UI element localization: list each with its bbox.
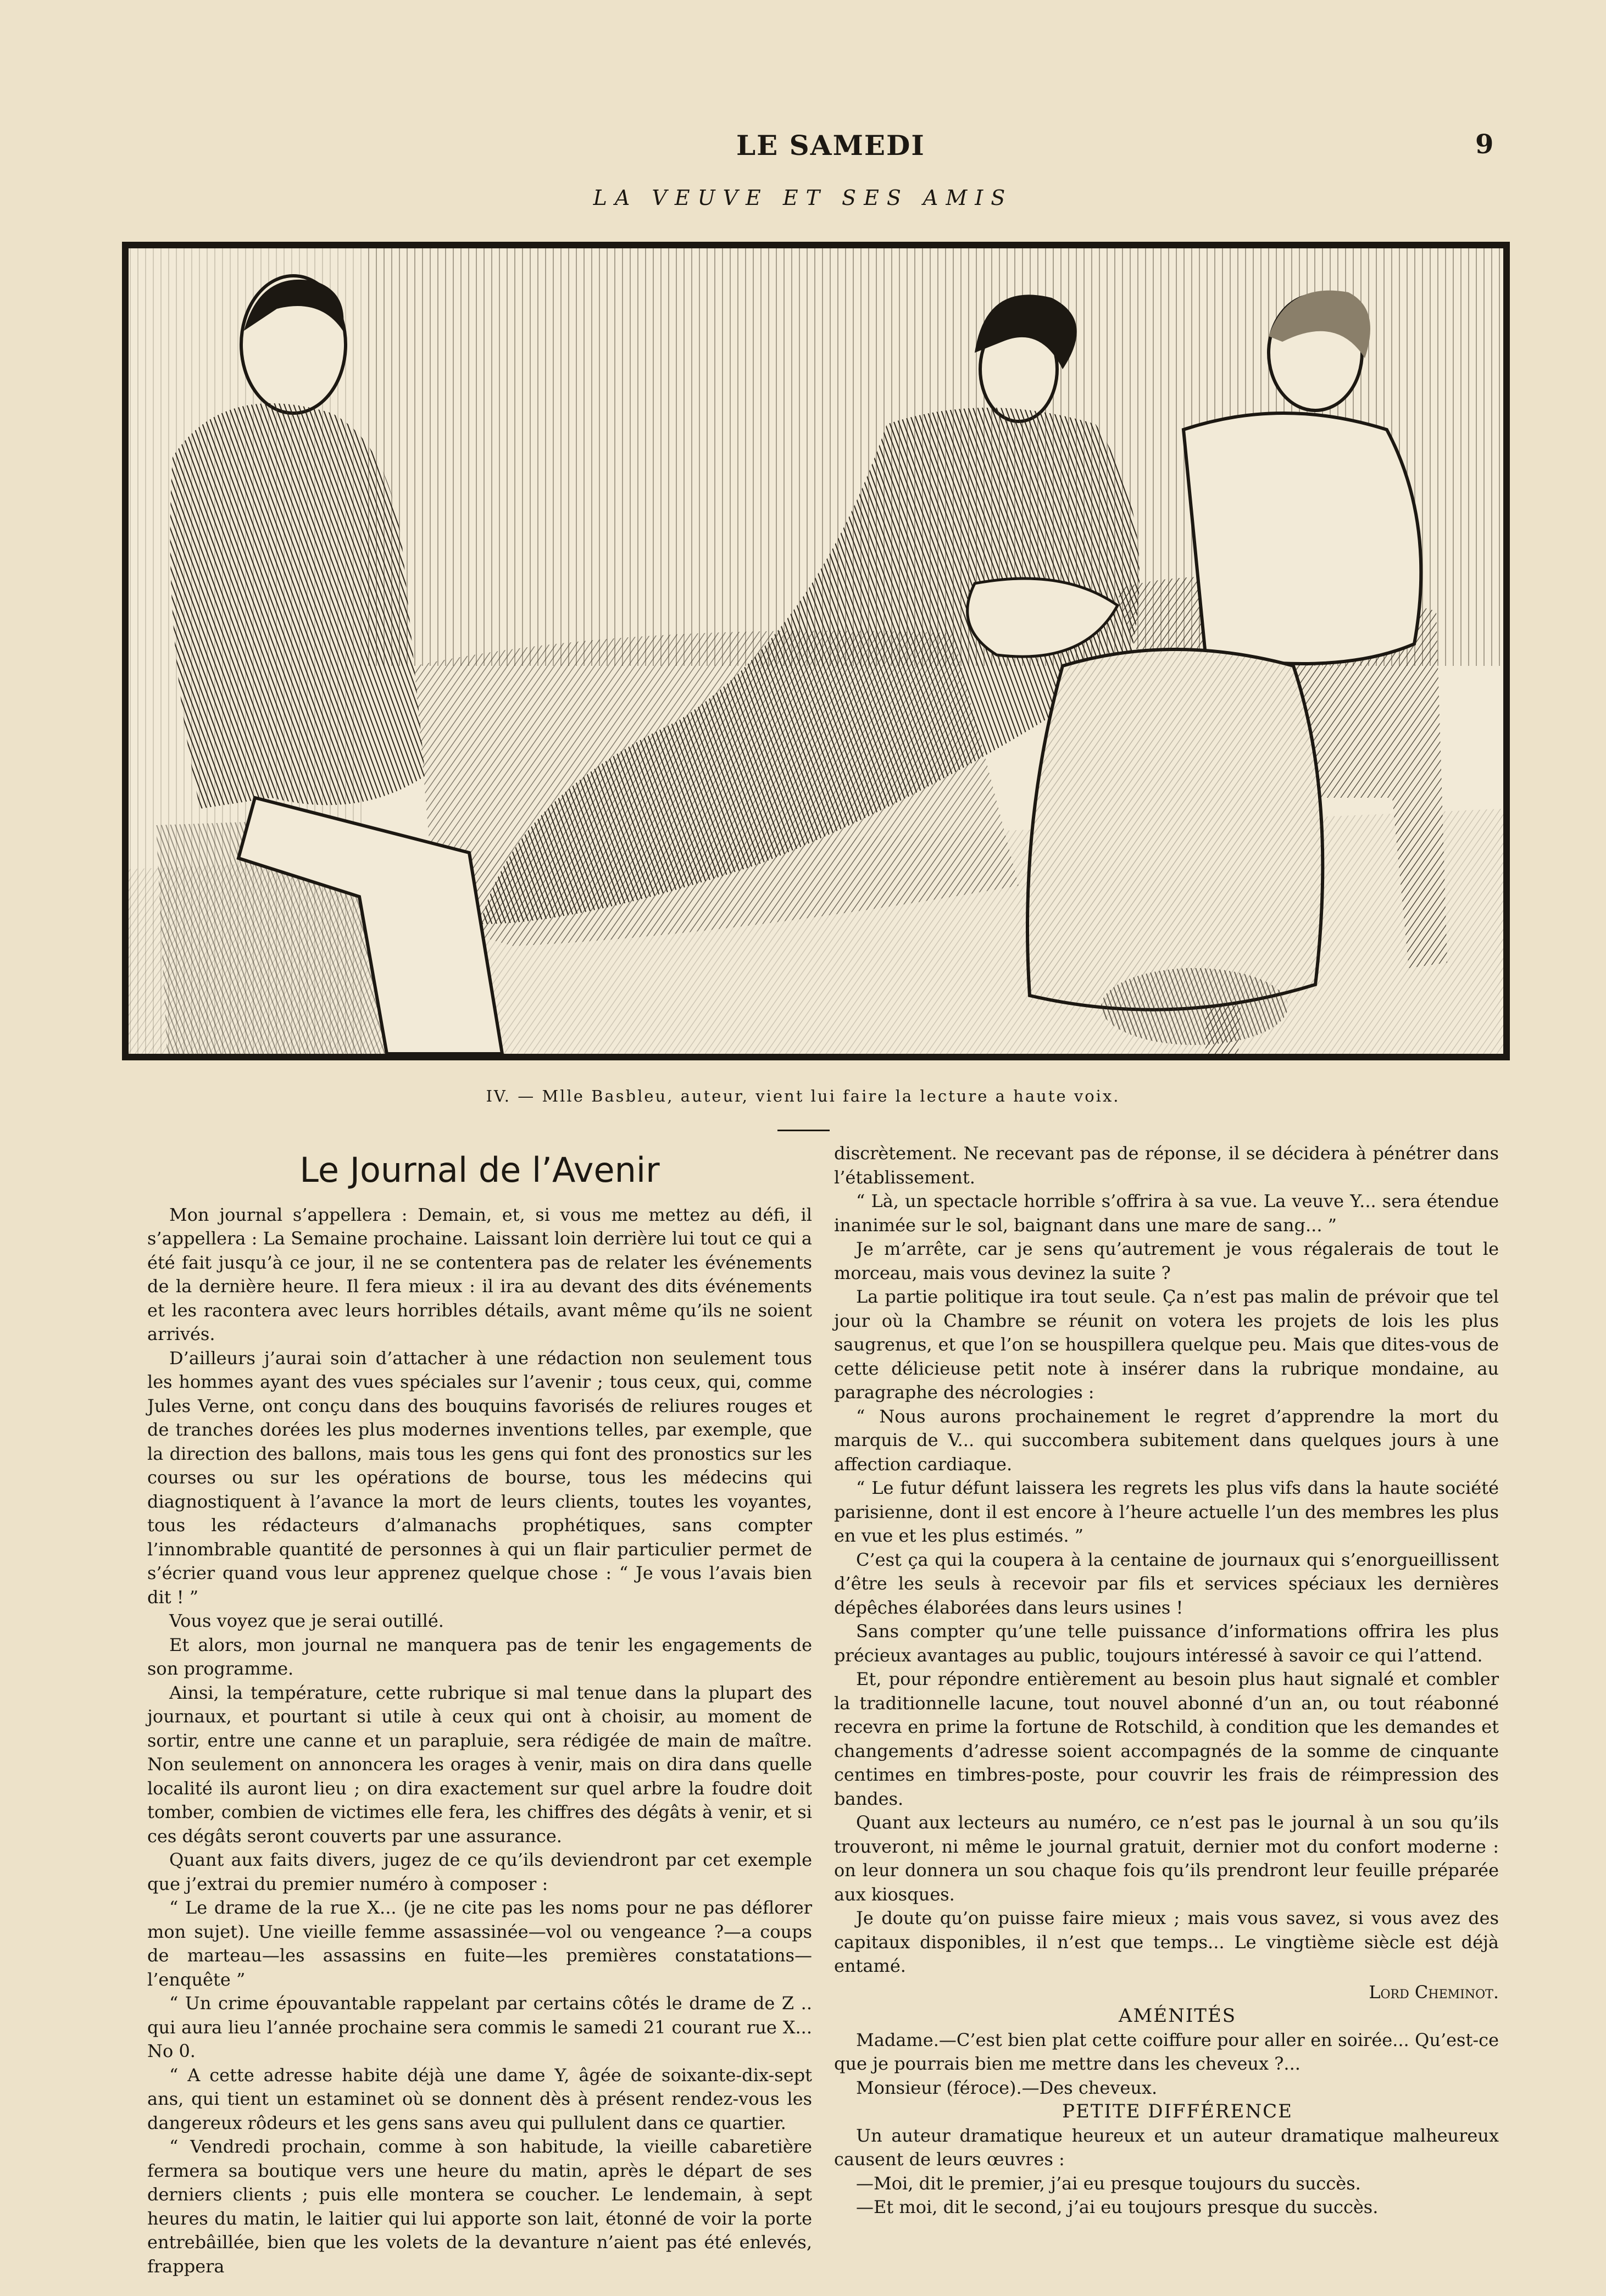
article-paragraph: C’est ça qui la coupera à la centaine de journaux qui s’enorgueillissent d’être les seuls à recevoir par fils et services spéciaux les dernières dépêches élaborées dans leurs usines ! [834, 1549, 1499, 1618]
article-paragraph: “ A cette adresse habite déjà une dame Y, âgée de soixante-dix-sept ans, qui tient un estaminet où se donnent dès à présent rendez-vous les dangereux rôdeurs et les gens sans aveu qui pullulent dans ce quartier. [147, 2064, 812, 2133]
plate-caption: IV. — Mlle Basbleu, auteur, vient lui faire la lecture a haute voix. [486, 1087, 1120, 1105]
page-number: 9 [1475, 129, 1494, 160]
article-column-right [834, 1142, 1499, 2220]
article-paragraph: Quant aux lecteurs au numéro, ce n’est pas le journal à un sou qu’ils trouveront, ni même le journal gratuit, dernier mot du confort moderne : on leur donnera un sou chaque fois qu’ils prendront leur feuille préparée aux kiosques. [834, 1812, 1499, 1905]
article-paragraph: “ Le futur défunt laissera les regrets les plus vifs dans la haute société parisienne, dont il est encore à l’heure actuelle l’un des membres les plus en vue et les plus estimés. ” [834, 1477, 1499, 1546]
masthead: LE SAMEDI [736, 129, 925, 162]
article-paragraph: “ Vendredi prochain, comme à son habitude, la vieille cabaretière fermera sa boutique vers une heure du matin, après le départ de ses derniers clients ; puis elle montera se coucher. Le lendemain, à sept heures du matin, le laitier qui lui apporte son lait, étonné de voir la porte entrebâillée, bien que les volets de la devanture n’aient pas été enlevés, frappera [147, 2136, 812, 2277]
divider-rule [777, 1130, 830, 1131]
article-signature: Lord Cheminot. [1369, 1981, 1499, 2003]
plate-title: LA VEUVE ET SES AMIS [593, 186, 1013, 210]
article-paragraph: discrètement. Ne recevant pas de réponse, il se décidera à pénétrer dans l’établissement. [834, 1143, 1499, 1188]
article-paragraph: Et, pour répondre entièrement au besoin plus haut signalé et combler la traditionnelle lacune, tout nouvel abonné d’un an, ou tout réabonné recevra en prime la fortune de Rotschild, à condition que les demandes et changements d’adresse soient accompagnés de la somme de cinquante centimes en timbres-poste, pour couvrir les frais de réimpression des bandes. [834, 1669, 1499, 1809]
article-title: Le Journal de l’Avenir [299, 1150, 660, 1190]
engraving-illustration [122, 242, 1510, 1060]
article-paragraph: Je m’arrête, car je sens qu’autrement je vous régalerais de tout le morceau, mais vous devinez la suite ? [834, 1238, 1499, 1283]
article-paragraph: D’ailleurs j’aurai soin d’attacher à une rédaction non seulement tous les hommes ayant des vues spéciales sur l’avenir ; tous ceux, qui, comme Jules Verne, ont conçu dans des bouquins favorisés de reliures rouges et de tranches dorées les plus modernes inventions telles, par exemple, que la direction des ballons, mais tous les gens qui font des pronostics sur les courses ou sur les opérations de bourse, tous les médecins qui diagnostiquent à l’avance la mort de leurs clients, toutes les voyantes, tous les rédacteurs d’almanachs prophétiques, sans compter l’innombrable quantité de personnes à qui un flair particulier permet de s’écrier quand vous leur apprenez quelque chose : “ Je vous l’avais bien dit ! ” [147, 1347, 812, 1608]
amenites-line: Monsieur (féroce).—Des cheveux. [856, 2077, 1158, 2098]
difference-line: —Moi, dit le premier, j’ai eu presque toujours du succès. [856, 2172, 1361, 2194]
article-paragraph: Vous voyez que je serai outillé. [169, 1610, 444, 1631]
article-paragraph: “ Le drame de la rue X... (je ne cite pas les noms pour ne pas déflorer mon sujet). Une vieille femme assassinée—vol ou vengeance ?—a coups de marteau—les assassins en fuite—les premières constatations—l’enquête ” [147, 1897, 812, 1990]
article-paragraph: Et alors, mon journal ne manquera pas de tenir les engagements de son programme. [147, 1634, 812, 1679]
difference-line: —Et moi, dit le second, j’ai eu toujours presque du succès. [856, 2197, 1379, 2217]
article-paragraph: Ainsi, la température, cette rubrique si mal tenue dans la plupart des journaux, et pourtant si utile à ceux qui ont à choisir, au moment de sortir, entre une canne et un parapluie, sera rédigée de main de maître. Non seulement on annoncera les orages à venir, mais on dira dans quelle localité ils auront lieu ; on dira exactement sur quel arbre la foudre doit tomber, combien de victimes elle fera, les chiffres des dégâts à venir, et si ces dégâts seront couverts par une assurance. [147, 1682, 812, 1847]
article-column-left [147, 1150, 812, 2278]
article-paragraph: Mon journal s’appellera : Demain, et, si vous me mettez au défi, il s’appellera : La Semaine prochaine. Laissant loin derrière lui tout ce qui a été fait jusqu’à ce jour, il ne se contentera pas de relater les événements de la dernière heure. Il fera mieux : il ira au devant des dits événements et les racontera avec leurs horribles détails, avant même qu’ils ne soient arrivés. [147, 1204, 812, 1344]
amenites-line: Madame.—C’est bien plat cette coiffure pour aller en soirée... Qu’est-ce que je pourrais bien me mettre dans les cheveux ?... [834, 2029, 1499, 2074]
engraving-drawing [129, 248, 1503, 1054]
article-paragraph: “ Un crime épouvantable rappelant par certains côtés le drame de Z .. qui aura lieu l’année prochaine sera commis le samedi 21 courant rue X... No 0. [147, 1993, 812, 2061]
article-paragraph: “ Nous aurons prochainement le regret d’apprendre la mort du marquis de V... qui succombera subitement dans quelques jours à une affection cardiaque. [834, 1405, 1499, 1475]
amenites-heading: AMÉNITÉS [1118, 2005, 1237, 2027]
article-paragraph: Quant aux faits divers, jugez de ce qu’ils deviendront par cet exemple que j’extrai du premier numéro à composer : [147, 1849, 812, 1894]
difference-heading: PETITE DIFFÉRENCE [1062, 2100, 1293, 2122]
difference-line: Un auteur dramatique heureux et un auteur dramatique malheureux causent de leurs œuvres : [834, 2125, 1499, 2170]
article-paragraph: Sans compter qu’une telle puissance d’informations offrira les plus précieux avantages au public, toujours intéressé à savoir ce qui l’attend. [834, 1621, 1499, 1666]
article-paragraph: Je doute qu’on puisse faire mieux ; mais vous savez, si vous avez des capitaux disponibles, il n’est que temps... Le vingtième siècle est déjà entamé. [834, 1908, 1499, 1976]
article-paragraph: “ Là, un spectacle horrible s’offrira à sa vue. La veuve Y... sera étendue inanimée sur le sol, baignant dans une mare de sang... ” [834, 1191, 1499, 1236]
article-paragraph: La partie politique ira tout seule. Ça n’est pas malin de prévoir que tel jour où la Chambre se réunit on votera les projets de lois les plus saugrenus, et que l’on se houspillera quelque peu. Mais que dites-vous de cette délicieuse petit note à insérer dans la rubrique mondaine, au paragraphe des nécrologies : [834, 1286, 1499, 1403]
